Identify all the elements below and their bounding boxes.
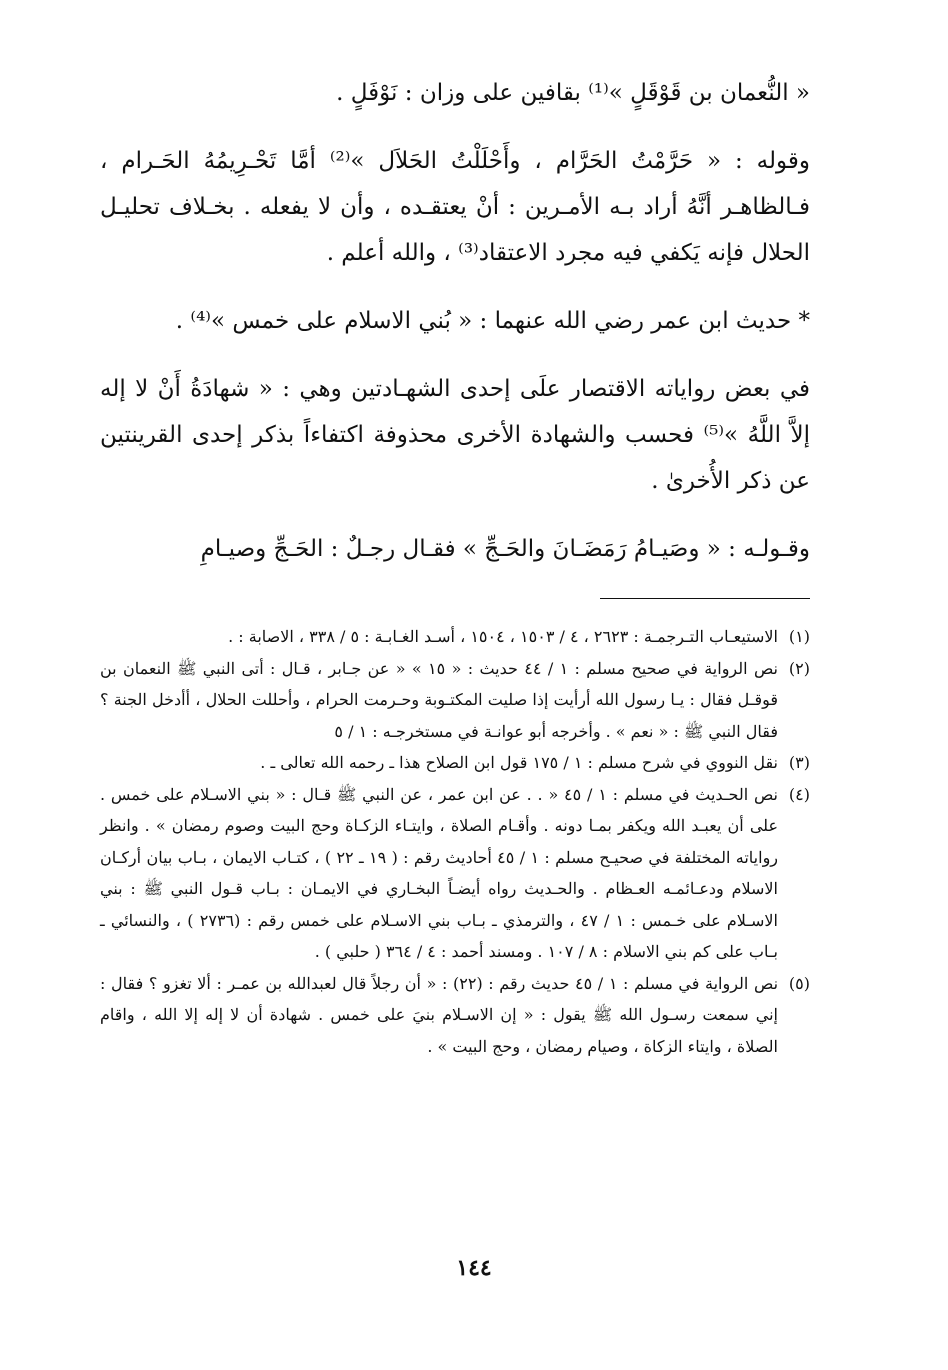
body-paragraph-3: * حديث ابن عمر رضي الله عنهما : « بُني الاسلام على خمس »⁽⁴⁾ . bbox=[175, 308, 810, 334]
footnote-text: الاستيعـاب التـرجمـة : ٢٦٢٣ ، ٤ / ١٥٠٣ ، ١٥٠٤ ، أسـد الغـابـة : ٥ / ٣٣٨ ، الاصابة : . bbox=[228, 627, 778, 646]
footnote-3 bbox=[100, 747, 810, 779]
page-content bbox=[100, 70, 810, 1062]
footnote-separator bbox=[600, 598, 810, 599]
body-paragraph-5: وقـولـه : « وصَيـامُ رَمَضَـانَ والحَـجِّ » فقـال رجـلٌ : الحَـجِّ وصيـامِ bbox=[200, 536, 810, 562]
body-paragraph-1: « النُّعمان بن قَوْقَلٍ »⁽¹⁾ بقافين على وزان : نَوْفَلٍ . bbox=[336, 80, 810, 106]
page-number: ١٤٤ bbox=[456, 1255, 492, 1281]
body-paragraph-4: في بعض رواياته الاقتصار علَى إحدى الشهـادتين وهي : « شهادَةُ أَنْ لا إله إلاَّ اللَّهُ »⁽⁵⁾ فحسب والشهادة الأخرى محذوفة اكتفاءاً بذكر إحدى القرينتين عن ذكر الأُخرىٰ . bbox=[100, 376, 810, 494]
footnote-text: نقل النووي في شرح مسلم : ١ / ١٧٥ قول ابن الصلاح هذا ـ رحمه الله تعالى ـ . bbox=[260, 753, 778, 772]
footnote-number: (٤) bbox=[788, 784, 810, 804]
footnote-text: نص الرواية في صحيح مسلم : ١ / ٤٤ حديث : « ١٥ » « عن جـابر ، قـال : أتى النبي ﷺ النعمان بن قوقـل فقال : يـا رسول الله أرأيت إذا صليت المكتـوبة وحـرمت الحرام ، وأحللت الحلال ، أأدخل الجنة ؟ فقال النبي ﷺ : « نعم » . وأخرجه أبو عوانـة في مستخرجـه : ١ / ٥ bbox=[100, 658, 779, 741]
footnote-number: (٢) bbox=[788, 658, 810, 678]
footnote-number: (٥) bbox=[788, 973, 810, 993]
footnote-separator-wrap bbox=[100, 598, 810, 599]
footnote-number: (٣) bbox=[788, 753, 810, 772]
footnote-5 bbox=[100, 968, 810, 1063]
footnote-text: نص الرواية في مسلم : ١ / ٤٥ حديث رقم : (٢٢) : « أن رجلاً قال لعبدالله بن عمـر : ألا تغزو ؟ فقال : إني سمعت رسـول الله ﷺ يقول : « إن الاسـلام بنيَ على خمس . شهادة أن لا إله إلا الله ، واقام الصلاة ، وايتاء الزكاة ، وصيام رمضان ، وحج البيت » . bbox=[100, 973, 779, 1056]
footnote-1 bbox=[100, 621, 810, 653]
footnote-2 bbox=[100, 653, 810, 748]
footnotes bbox=[100, 621, 810, 1062]
footnote-text: نص الحـديث في مسلم : ١ / ٤٥ « . . عن ابن عمر ، عن النبي ﷺ قـال : « بني الاسـلام على خمس . على أن يعبـد الله ويكفر بمـا دونه . وأقـام الصلاة ، وايتـاء الزكـاة وحج البيت وصوم رمضان » . وانظر رواياته المختلفة في صحيـح مسلم : ١ / ٤٥ أحاديث رقم : ( ١٩ ـ ٢٢ ) ، كتـاب الايمان ، بـاب بيان أركـان الاسلام ودعـائمـه العـظام . والحـديث رواه أيضـاً البخـاري في الايمـان : بـاب قـول النبي ﷺ : بني الاسـلام على خـمس : ١ / ٤٧ ، والترمذي ـ بـاب بني الاسـلام على خمس رقم : (٢٧٣٦ ) ، والنسائي ـ بـاب على كم بني الاسلام : ٨ / ١٠٧ . ومسند أحمد : ٤ / ٣٦٤ ( حلبي ) . bbox=[100, 784, 779, 961]
body-paragraph-2: وقوله : « حَرَّمْتُ الحَرَّام ، وأَحْلَلْتُ الحَلاَل »⁽²⁾ أمَّا تَحْـرِيمُهُ الحَـرام ، فـالظاهـر أنَّهُ أراد بـه الأمـرين : أنْ يعتقـده ، وأن لا يفعله . بخـلاف تحليـل الحلال فإنه يَكفي فيه مجرد الاعتقاد⁽³⁾ ، والله أعلم . bbox=[100, 148, 810, 266]
footnote-number: (١) bbox=[788, 627, 810, 646]
footnote-4 bbox=[100, 779, 810, 968]
